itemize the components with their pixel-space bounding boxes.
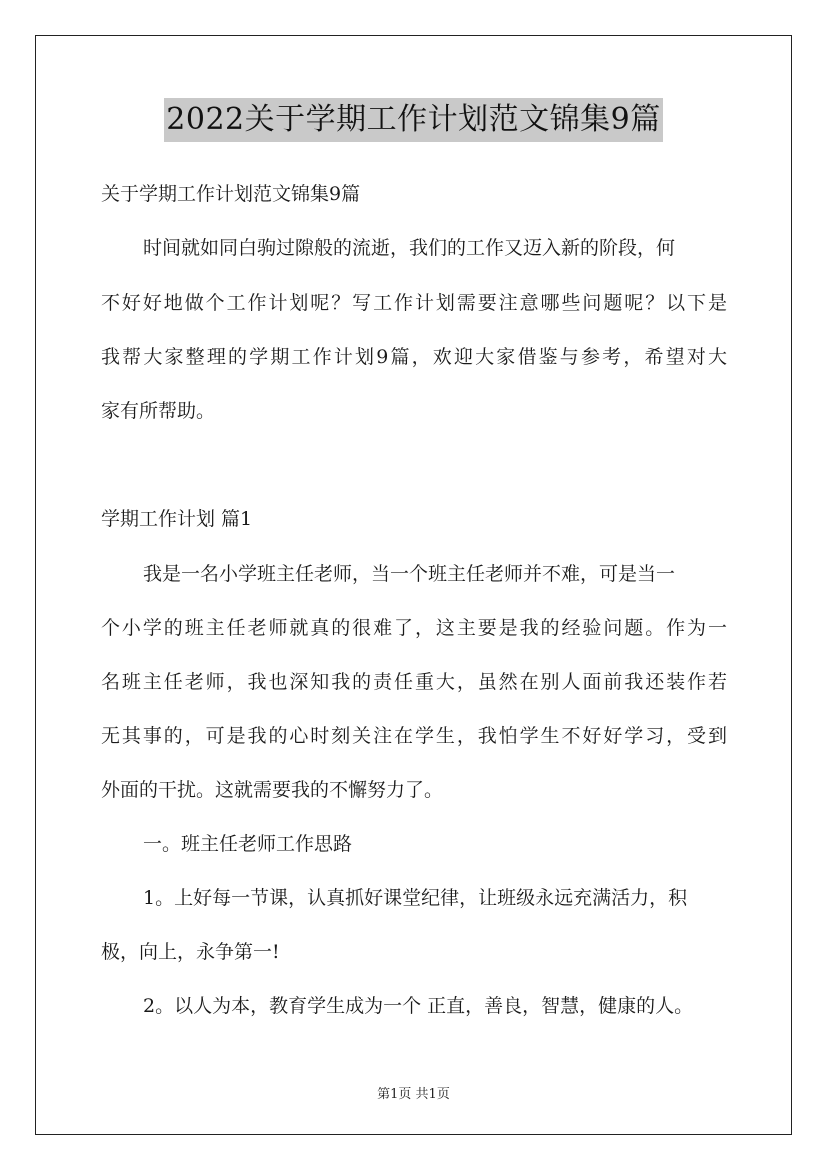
intro-line-4: 家有所帮助。 [101, 400, 216, 422]
section-line-3: 名班主任老师，我也深知我的责任重大，虽然在别人面前我还装作若 [101, 671, 727, 693]
intro-line-3: 我帮大家整理的学期工作计划9篇，欢迎大家借鉴与参考，希望对大 [101, 346, 727, 368]
document-title: 2022关于学期工作计划范文锦集9篇 [164, 98, 662, 142]
section-line-1: 我是一名小学班主任老师，当一个班主任老师并不难，可是当一 [143, 563, 676, 585]
title-container [0, 98, 827, 142]
section-line-4: 无其事的，可是我的心时刻关注在学生，我怕学生不好好学习，受到 [101, 725, 727, 747]
item1-line-1: 1。上好每一节课，认真抓好课堂纪律，让班级永远充满活力，积 [143, 887, 688, 909]
item2-line: 2。以人为本，教育学生成为一个 正直，善良，智慧，健康的人。 [143, 995, 694, 1017]
subheading: 一。班主任老师工作思路 [143, 833, 353, 855]
section-line-5: 外面的干扰。这就需要我的不懈努力了。 [101, 779, 444, 801]
intro-line-2: 不好好地做个工作计划呢？写工作计划需要注意哪些问题呢？以下是 [101, 292, 727, 314]
item1-line-2: 极，向上，永争第一! [101, 941, 280, 963]
document-subtitle: 关于学期工作计划范文锦集9篇 [101, 183, 361, 205]
section-heading: 学期工作计划 篇1 [101, 508, 253, 530]
section-line-2: 个小学的班主任老师就真的很难了，这主要是我的经验问题。作为一 [101, 617, 727, 639]
page-footer: 第1页 共1页 [377, 1087, 450, 1102]
intro-line-1: 时间就如同白驹过隙般的流逝，我们的工作又迈入新的阶段，何 [143, 237, 676, 259]
